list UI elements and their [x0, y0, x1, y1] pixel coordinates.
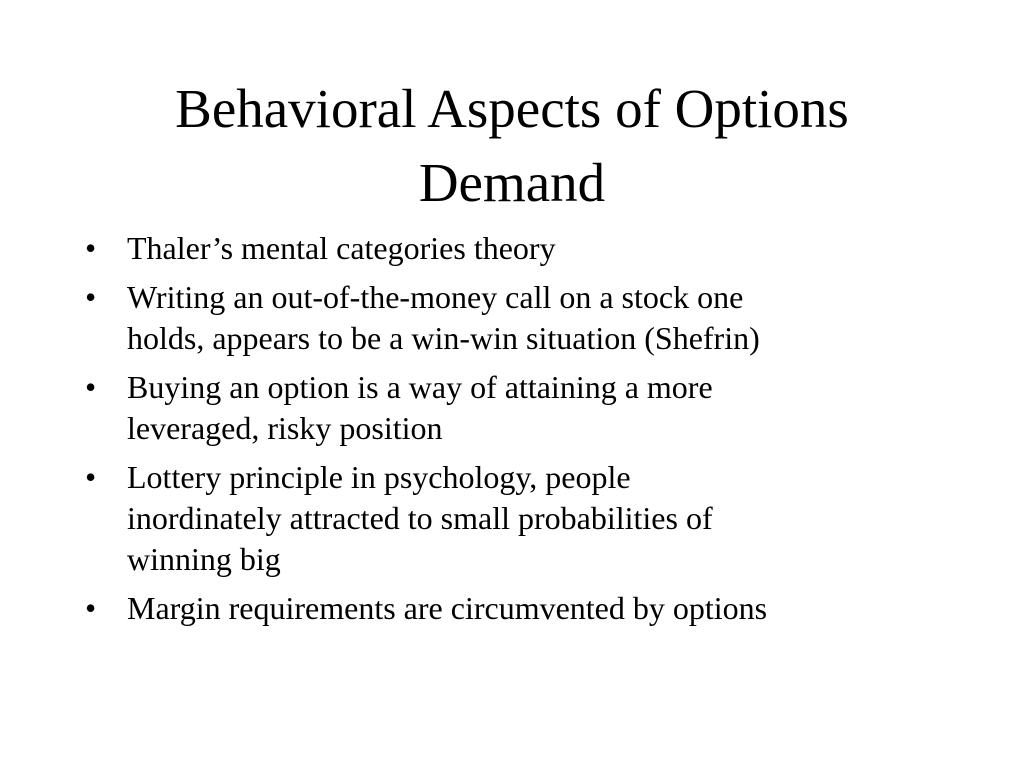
- bullet-dot-icon: •: [85, 590, 97, 626]
- bullet-dot-icon: •: [85, 369, 97, 405]
- bullet-list: [85, 228, 985, 637]
- bullet-item: [85, 588, 985, 629]
- bullet-item: [85, 228, 985, 269]
- bullet-text: Buying an option is a way of attaining a more leveraged, risky position: [127, 369, 713, 446]
- slide-title: Behavioral Aspects of Options Demand: [175, 78, 849, 213]
- bullet-text: Writing an out-of-the-money call on a stock one holds, appears to be a win-win situation (Shefrin): [127, 279, 760, 356]
- bullet-dot-icon: •: [85, 459, 97, 495]
- bullet-item: [85, 457, 985, 580]
- bullet-dot-icon: •: [85, 279, 97, 315]
- bullet-item: [85, 367, 985, 449]
- bullet-item: [85, 277, 985, 359]
- bullet-text: Thaler’s mental categories theory: [127, 230, 556, 266]
- bullet-dot-icon: •: [85, 230, 97, 266]
- bullet-text: Lottery principle in psychology, people inordinately attracted to small probabilities of winning big: [127, 459, 713, 577]
- bullet-text: Margin requirements are circumvented by options: [127, 590, 768, 626]
